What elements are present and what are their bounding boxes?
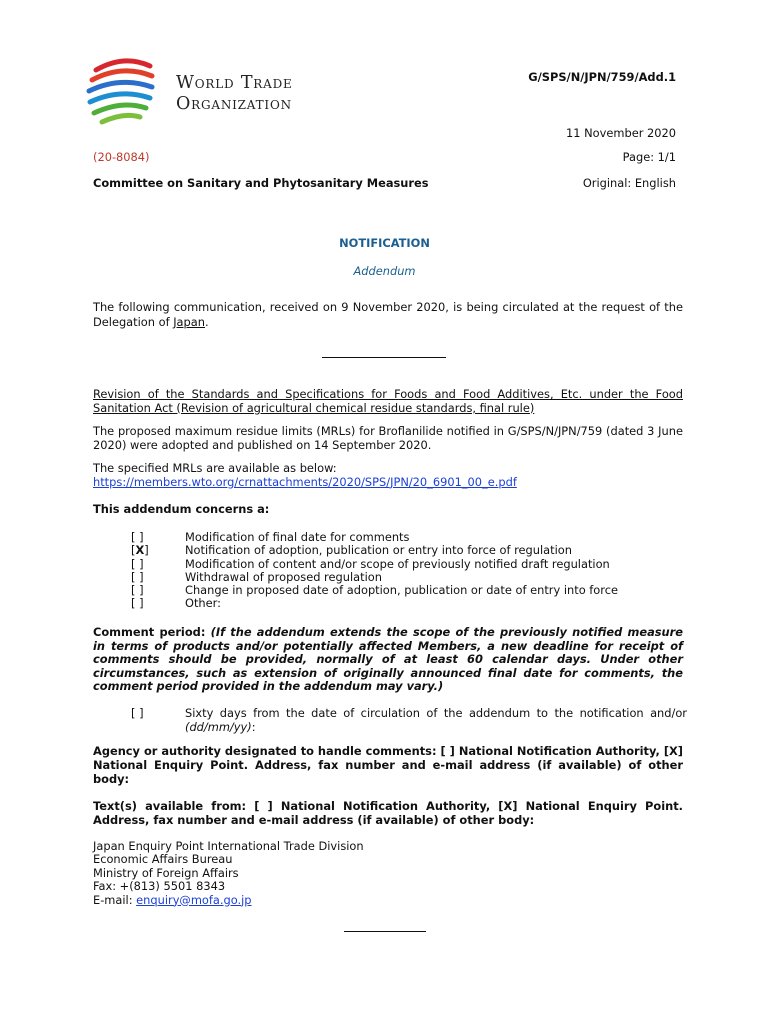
wto-wordmark-line2: Organization [176,94,292,114]
concerns-options-list [131,531,691,611]
checkbox-empty: [ ] [131,596,144,611]
concern-option-label: Notification of adoption, publication or entry into force of regulation [185,543,572,558]
comment-period-text: (If the addendum extends the scope of the previously notified measure in terms of products and/or potentially affected Members, a new deadline for receipt of comments should be provided, normally of at least 60 calendar days. Under other circumstances, such as extension of originally announced final date for comments, the comment period provided in the addendum may vary.) [93,625,684,694]
concern-option-label: Change in proposed date of adoption, publication or date of entry into force [185,583,618,598]
checkbox-open-bracket: [ [131,543,136,558]
checkbox-empty: [ ] [131,706,144,720]
contact-block [93,840,683,907]
addendum-subheading: Addendum [353,264,416,278]
comment-period-option [131,707,687,734]
notification-heading: NOTIFICATION [339,236,430,250]
concerns-heading: This addendum concerns a: [93,502,270,516]
original-language: Original: English [582,176,676,190]
intro-country: Japan [173,314,205,329]
contact-line: Economic Affairs Bureau [93,852,233,867]
mrl-document-link[interactable]: https://members.wto.org/crnattachments/2020/SPS/JPN/20_6901_00_e.pdf [93,474,517,489]
concern-option-label: Withdrawal of proposed regulation [185,569,382,584]
checkbox-mark: X [135,543,145,558]
page-number: Page: 1/1 [622,150,676,164]
contact-fax: Fax: +(813) 5501 8343 [93,879,226,894]
concern-option [131,531,691,544]
concern-option [131,571,691,584]
wto-wordmark [176,73,293,115]
subject-title: Revision of the Standards and Specifications for Foods and Food Additives, Etc. under the Food Sanitation Act (Revision of agricultural chemical residue standards, final rule) [93,387,683,415]
concern-option [131,558,691,571]
wto-logo-icon [84,56,174,126]
concern-option-label: Modification of content and/or scope of previously notified draft regulation [185,556,610,571]
checkbox-checked [131,544,185,557]
agency-paragraph: Agency or authority designated to handle comments: [ ] National Notification Authority, [X] National Enquiry Point. Address, fax number and e-mail address (if available) of other body: [93,744,684,786]
separator-rule [322,357,446,358]
end-separator-rule [344,931,426,932]
comment-period-option-text-wrap [185,707,687,734]
checkbox-empty: [ ] [131,583,144,598]
concern-option-label: Modification of final date for comments [185,530,410,544]
body-paragraph-2 [93,462,683,489]
comment-period-paragraph [93,626,683,694]
concern-option [131,584,691,597]
texts-available-paragraph: Text(s) available from: [ ] National Notification Authority, [X] National Enquiry Point. Address, fax number and e-mail address (if available) of other body: [93,799,683,827]
concern-option [131,597,691,610]
contact-line: Japan Enquiry Point International Trade Division [93,839,364,853]
checkbox-empty: [ ] [131,530,144,544]
document-date: 11 November 2020 [566,126,676,140]
body-paragraph-1: The proposed maximum residue limits (MRLs) for Broflanilide notified in G/SPS/N/JPN/759 (dated 3 June 2020) were adopted and published on 14 September 2020. [93,424,683,452]
concern-option [131,544,691,557]
wto-logo [84,56,334,126]
comment-period-date-format: (dd/mm/yy) [185,719,252,734]
comment-period-label: Comment period: [93,625,211,639]
concern-option-label: Other: [185,596,221,611]
comment-period-option-text: Sixty days from the date of circulation of the addendum to the notification and/or [185,706,687,720]
document-symbol: G/SPS/N/JPN/759/Add.1 [528,70,676,84]
intro-end: . [204,314,209,329]
reference-number: (20-8084) [93,150,150,164]
checkbox-close-bracket: ] [144,543,149,558]
contact-email-link[interactable]: enquiry@mofa.go.jp [136,892,252,907]
wto-wordmark-line1: World Trade [176,73,293,93]
contact-email-line [93,894,683,907]
mrl-availability-text: The specified MRLs are available as below: [93,461,337,475]
intro-text: The following communication, received on 9 November 2020, is being circulated at the request of the Delegation of [93,300,683,329]
contact-line: Ministry of Foreign Affairs [93,865,239,880]
comment-period-option-end: : [251,719,256,734]
contact-email-label: E-mail: [93,892,137,907]
checkbox-empty: [ ] [131,569,144,584]
checkbox-empty: [ ] [131,556,144,571]
committee-name: Committee on Sanitary and Phytosanitary Measures [93,176,429,190]
intro-paragraph [93,300,683,329]
